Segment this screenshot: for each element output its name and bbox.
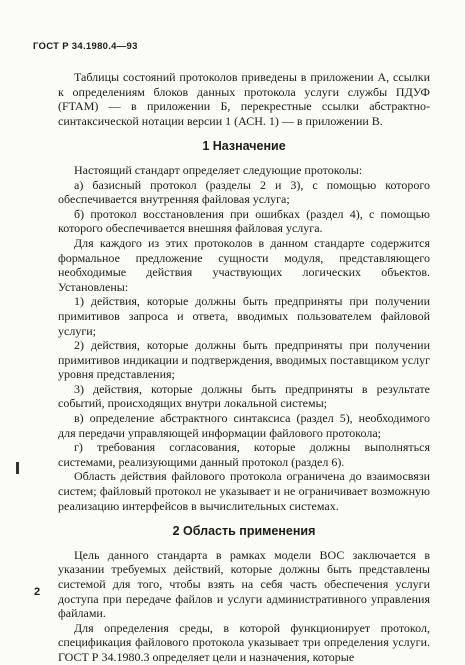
page-number: 2 (34, 586, 41, 598)
section-1-paragraph: в) определение абстрактного синтаксиса (раздел 5), необходимого для передачи управляющей информации файлового протокола; (58, 411, 430, 440)
section-1-title: 1 Назначение (202, 139, 286, 154)
section-1-paragraph: Область действия файлового протокола ограничена до взаимосвязи систем; файловый протокол не указывает и не ограничивает возможную реализацию интерфейсов в вычислительных системах. (58, 469, 430, 513)
section-1-paragraph: 1) действия, которые должны быть предприняты при получении примитивов запроса и ответа, вводимых пользователем файловой услуги; (58, 294, 430, 338)
document-header: ГОСТ Р 34.1980.4—93 (33, 41, 138, 52)
intro-paragraph: Таблицы состояний протоколов приведены в приложении А, ссылки к определениям блоков данных протокола услуги службы ПДУФ (FTAM) — в приложении Б, перекрестные ссылки абстрактно-синтаксической нотации версии 1 (АСН. 1) — в приложении В. (58, 70, 430, 128)
section-1-paragraph: Настоящий стандарт определяет следующие протоколы: (74, 162, 363, 177)
section-1-paragraph: Для каждого из этих протоколов в данном стандарте содержится формальное предложение сущности модуля, представляющего необходимые действия участвующих логических объектов. Установлены: (58, 235, 430, 294)
margin-mark (16, 462, 19, 474)
section-1-paragraph: 2) действия, которые должны быть предприняты при получении примитивов индикации и подтверждения, вводимых поставщиком услуг уровня представления; (58, 338, 430, 382)
page-body (58, 60, 430, 665)
section-1-paragraph: г) требования согласования, которые должны выполняться системами, реализующими данный протокол (раздел 6). (58, 440, 430, 469)
section-1-paragraph: б) протокол восстановления при ошибках (раздел 4), с помощью которого обеспечивается внешняя файловая услуга. (58, 206, 430, 236)
section-2-paragraph: Для определения среды, в которой функционирует протокол, спецификация файлового протокола указывает три определения услуги. ГОСТ Р 34.1980.3 определяет цели и назначения, которые (58, 620, 430, 664)
section-1-paragraph: а) базисный протокол (разделы 2 и 3), с помощью которого обеспечивается внутренняя файловая услуга; (58, 177, 430, 207)
section-2-title: 2 Область применения (172, 524, 316, 539)
section-2-paragraph: Цель данного стандарта в рамках модели ВОС заключается в указании требуемых действий, которые должны быть представлены системой для того, чтобы взять на себя часть обеспечения услуги доступа при передаче файлов и услуги административного управления файлами. (58, 547, 430, 621)
section-1-paragraph: 3) действия, которые должны быть предприняты в результате событий, происходящих внутри локальной системы; (58, 381, 430, 411)
